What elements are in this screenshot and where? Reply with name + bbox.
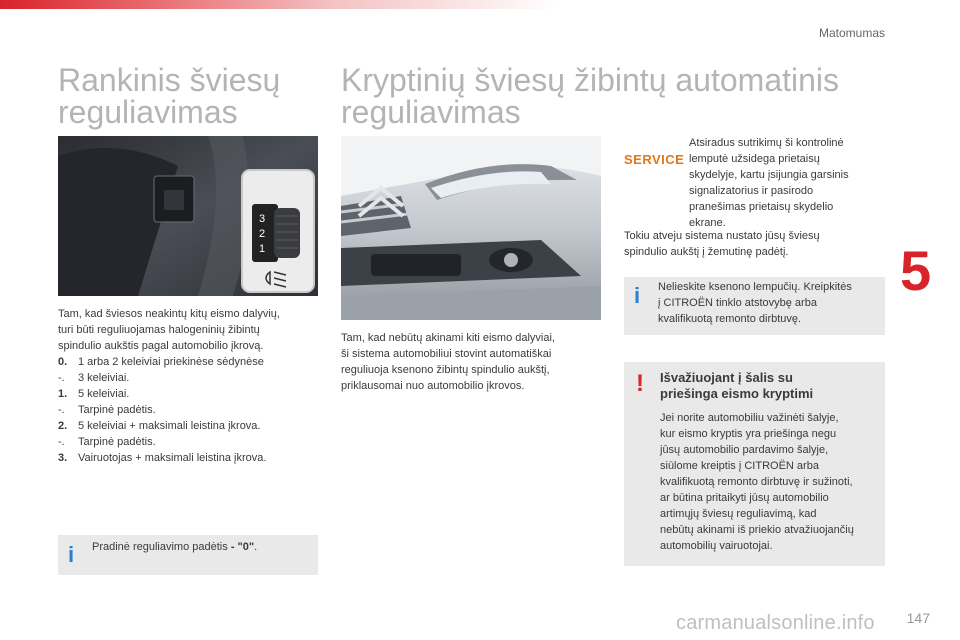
note-value: - "0" bbox=[230, 541, 255, 553]
right-body-line: Tam, kad nebūtų akinami kiti eismo dalyviai, bbox=[341, 332, 555, 344]
section-title: Matomumas bbox=[818, 26, 885, 40]
chapter-number: 5 bbox=[900, 239, 932, 302]
left-intro-line: turi būti reguliuojamas halogeninių žibintų bbox=[58, 324, 260, 336]
info-icon: i bbox=[634, 283, 641, 308]
right-heading bbox=[341, 64, 839, 128]
note-text bbox=[92, 539, 312, 555]
xenon-info-line: kvalifikuotą remonto dirbtuvę. bbox=[658, 313, 802, 325]
list-item bbox=[58, 354, 266, 370]
right-body-line: reguliuoja ksenono žibintų spindulio aukštį, bbox=[341, 364, 550, 376]
page-number: 147 bbox=[906, 610, 930, 626]
service-line: signalizatorius ir pasirodo bbox=[689, 185, 814, 197]
right-heading-line-1: Kryptinių šviesų žibintų automatinis bbox=[341, 62, 840, 98]
right-heading-line-2: reguliavimas bbox=[341, 94, 521, 130]
list-text: 5 keleiviai. bbox=[78, 388, 130, 400]
warning-line: nebūtų akinami iš priekio atvažiuojančių bbox=[660, 524, 854, 536]
service-text bbox=[689, 135, 889, 231]
left-heading-line-2: reguliavimas bbox=[58, 94, 238, 130]
list-marker: 0. bbox=[58, 356, 68, 368]
list-text: 5 keleiviai + maksimali leistina įkrova. bbox=[78, 420, 261, 432]
note-suffix: . bbox=[254, 541, 258, 553]
left-intro-text bbox=[58, 306, 328, 354]
left-intro-line: Tam, kad šviesos neakintų kitų eismo dalyvių, bbox=[58, 308, 280, 320]
warning-line: kur eismo kryptis yra priešinga negu bbox=[660, 428, 837, 440]
watermark: carmanualsonline.info bbox=[676, 612, 875, 634]
warning-text bbox=[660, 410, 884, 554]
list-marker: 3. bbox=[58, 452, 68, 464]
xenon-info-line: į CITROËN tinklo atstovybę arba bbox=[658, 297, 817, 309]
service-warning-icon: SERVICE bbox=[624, 152, 685, 167]
note-prefix: Pradinė reguliavimo padėtis bbox=[92, 541, 231, 553]
low-position-line: spindulio aukštį į žemutinę padėtį. bbox=[624, 246, 789, 258]
dashboard-switch-photo bbox=[58, 136, 318, 296]
warning-line: automobilių vairuotojai. bbox=[660, 540, 773, 552]
opposite-traffic-warning-box bbox=[624, 362, 885, 566]
service-line: Atsiradus sutrikimų ši kontrolinė bbox=[689, 137, 844, 149]
list-item bbox=[58, 450, 266, 466]
right-body-text bbox=[341, 330, 611, 394]
list-marker: -. bbox=[58, 404, 65, 416]
list-item bbox=[58, 370, 266, 386]
switch-label-1: 1 bbox=[259, 243, 266, 255]
left-intro-line: spindulio aukštis pagal automobilio įkrovą. bbox=[58, 340, 264, 352]
warning-line: jūsų automobilio pardavimo šalyje, bbox=[660, 444, 829, 456]
list-text: 3 keleiviai. bbox=[78, 372, 130, 384]
warning-title-line: priešinga eismo kryptimi bbox=[660, 386, 814, 401]
list-marker: -. bbox=[58, 436, 65, 448]
warning-title bbox=[660, 370, 880, 402]
warning-line: ar būtina pritaikyti jūsų automobilio bbox=[660, 492, 829, 504]
list-text: Vairuotojas + maksimali leistina įkrova. bbox=[78, 452, 267, 464]
xenon-info-text bbox=[658, 279, 884, 327]
list-text: Tarpinė padėtis. bbox=[78, 436, 156, 448]
service-line: lemputė užsidega prietaisų bbox=[689, 153, 820, 165]
left-heading bbox=[58, 64, 280, 128]
list-marker: 1. bbox=[58, 388, 68, 400]
list-text: Tarpinė padėtis. bbox=[78, 404, 156, 416]
list-item bbox=[58, 434, 266, 450]
xenon-info-line: Nelieskite ksenono lempučių. Kreipkitės bbox=[658, 281, 852, 293]
top-accent-bar bbox=[0, 0, 960, 9]
info-icon: i bbox=[68, 542, 75, 567]
list-item bbox=[58, 386, 266, 402]
list-item bbox=[58, 418, 266, 434]
right-body-line: priklausomai nuo automobilio įkrovos. bbox=[341, 380, 525, 392]
low-position-text bbox=[624, 228, 884, 260]
left-heading-line-1: Rankinis šviesų bbox=[58, 62, 281, 98]
warning-line: kvalifikuotą remonto dirbtuvę ir sužinoti, bbox=[660, 476, 853, 488]
switch-label-3: 3 bbox=[259, 213, 266, 225]
list-text: 1 arba 2 keleiviai priekinėse sėdynėse bbox=[78, 356, 264, 368]
warning-line: artimųjų šviesų reguliavimą, kad bbox=[660, 508, 817, 520]
initial-position-note bbox=[58, 535, 318, 575]
switch-label-2: 2 bbox=[259, 228, 266, 240]
service-line: ekrane. bbox=[689, 217, 726, 229]
car-front-illustration bbox=[341, 136, 601, 320]
warning-title-line: Išvažiuojant į šalis su bbox=[660, 370, 793, 385]
list-marker: 2. bbox=[58, 420, 68, 432]
right-body-line: ši sistema automobiliui stovint automatiškai bbox=[341, 348, 552, 360]
load-position-list bbox=[58, 354, 266, 466]
xenon-info-box bbox=[624, 277, 885, 335]
service-line: pranešimas prietaisų skydelio bbox=[689, 201, 834, 213]
list-marker: -. bbox=[58, 372, 65, 384]
low-position-line: Tokiu atveju sistema nustato jūsų šviesų bbox=[624, 230, 820, 242]
warning-line: siūlome kreiptis į CITROËN arba bbox=[660, 460, 819, 472]
warning-exclamation-icon: ! bbox=[636, 370, 644, 397]
list-item bbox=[58, 402, 266, 418]
car-front-photo bbox=[341, 136, 601, 320]
service-line: skydelyje, kartu įsijungia garsinis bbox=[689, 169, 849, 181]
dashboard-switch-illustration bbox=[58, 136, 318, 296]
warning-line: Jei norite automobiliu važinėti šalyje, bbox=[660, 412, 839, 424]
